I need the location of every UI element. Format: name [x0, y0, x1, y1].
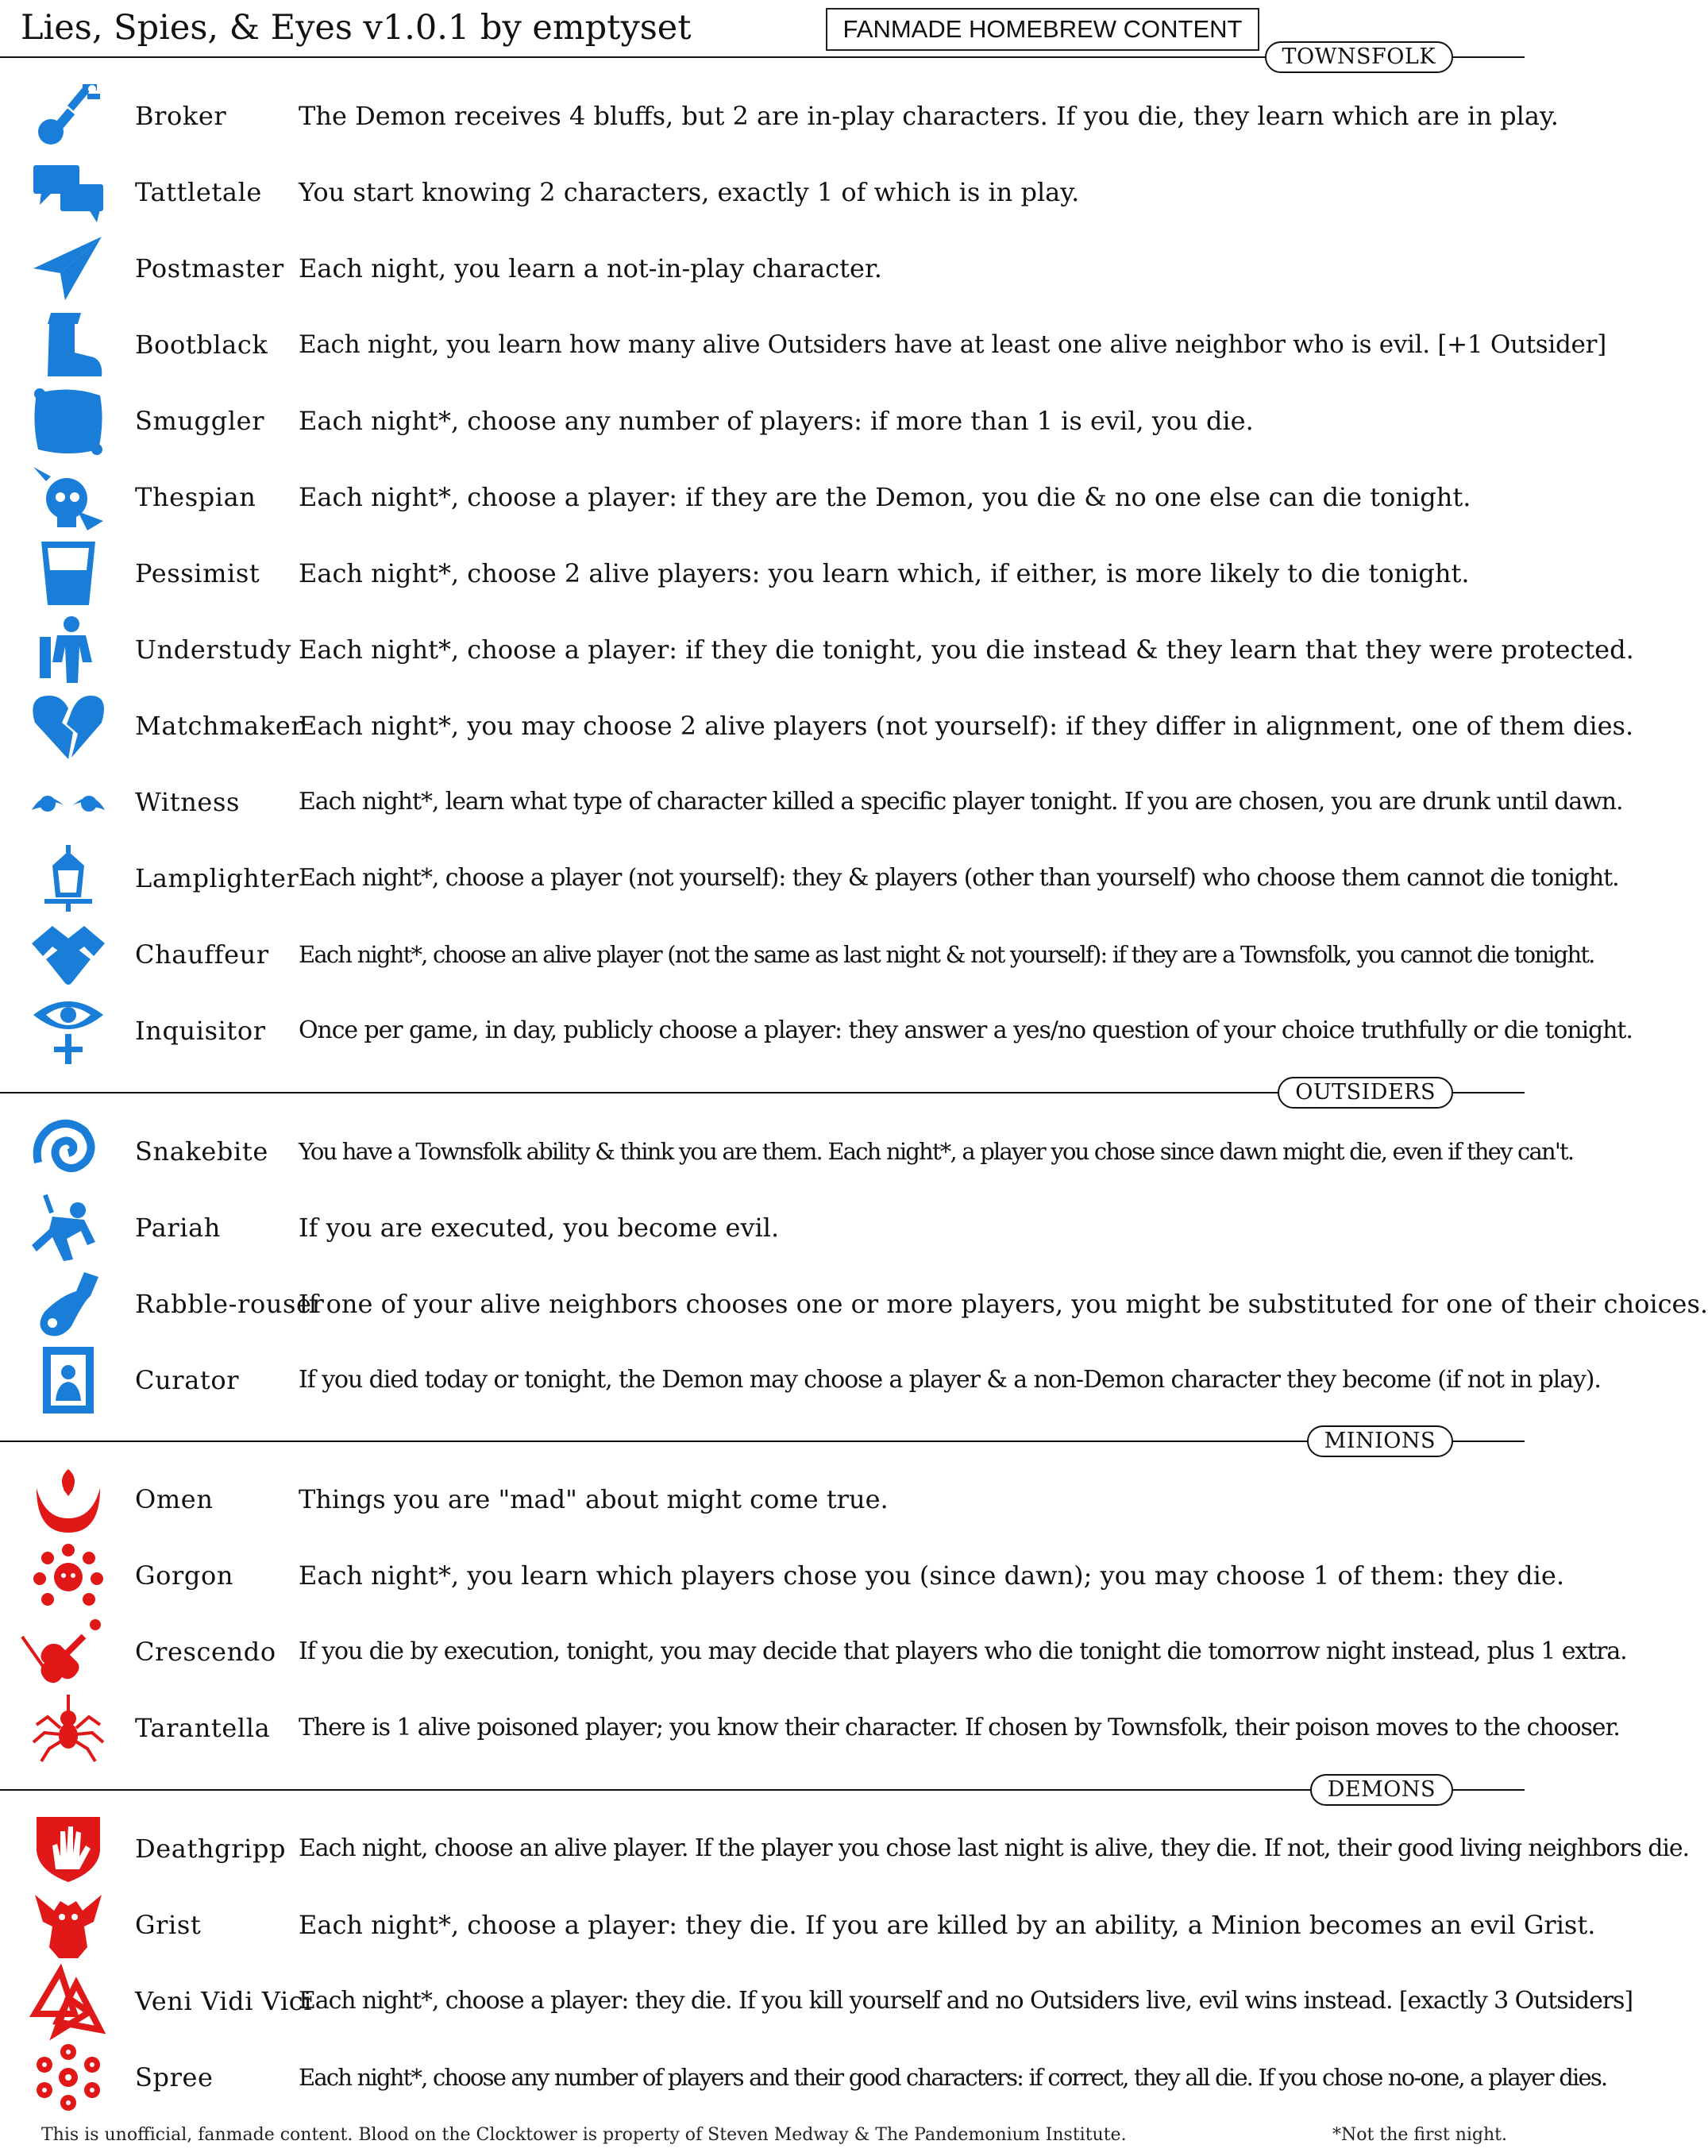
character-name: Inquisitor — [135, 1016, 266, 1046]
character-row-understudy — [0, 611, 1634, 688]
character-name: Pessimist — [135, 558, 260, 588]
figure-icon — [29, 615, 108, 685]
character-name: Gorgon — [135, 1560, 234, 1591]
character-row-grist — [0, 1887, 1596, 1963]
half-glass-icon — [29, 538, 108, 608]
character-name: Thespian — [135, 482, 256, 512]
character-row-bootblack — [0, 307, 1606, 383]
character-name: Tarantella — [135, 1713, 271, 1743]
character-row-smuggler — [0, 383, 1525, 459]
character-name: Crescendo — [135, 1637, 276, 1667]
character-ability: Each night*, choose an alive player (not the same as last night & not yourself): if they are a Townsfolk, you cannot die tonight. — [299, 941, 1594, 968]
character-name: Broker — [135, 101, 227, 131]
speech-bubbles-icon — [29, 157, 108, 227]
section-label-minions: MINIONS — [1307, 1425, 1453, 1457]
bottle-icon — [29, 1269, 108, 1339]
paper-plane-icon — [29, 233, 108, 303]
character-row-matchmaker — [0, 688, 1634, 764]
spiral-icon — [29, 1117, 108, 1186]
section-label-demons: DEMONS — [1310, 1774, 1453, 1806]
circles-icon — [29, 2042, 108, 2112]
character-row-lamplighter — [0, 840, 1619, 916]
character-row-deathgripp — [0, 1811, 1689, 1887]
character-name: Grist — [135, 1910, 202, 1940]
character-ability: The Demon receives 4 bluffs, but 2 are in-play characters. If you die, they learn which are in play. — [299, 101, 1559, 131]
character-row-rabble-rouser — [0, 1266, 1708, 1342]
character-name: Deathgripp — [135, 1834, 287, 1864]
character-row-broker — [0, 78, 1559, 154]
character-row-gorgon — [0, 1537, 1564, 1614]
character-ability: You start knowing 2 characters, exactly 1 of which is in play. — [299, 177, 1080, 207]
character-name: Curator — [135, 1365, 240, 1395]
crescent-icon — [29, 1464, 108, 1534]
handshake-icon — [29, 920, 108, 989]
sack-icon — [29, 386, 108, 456]
demons-divider — [0, 1789, 1525, 1791]
character-ability: You have a Townsfolk ability & think you are them. Each night*, a player you chose since dawn might die, even if they can't. — [299, 1138, 1574, 1165]
character-name: Rabble-rouser — [135, 1289, 325, 1319]
character-name: Witness — [135, 787, 241, 817]
portrait-frame-icon — [29, 1345, 108, 1415]
character-row-spree — [0, 2039, 1607, 2116]
character-name: Postmaster — [135, 253, 284, 283]
medusa-icon — [29, 1541, 108, 1610]
footer — [0, 2119, 1525, 2150]
character-name: Bootblack — [135, 330, 268, 360]
character-row-pariah — [0, 1190, 1525, 1266]
character-ability: If you are executed, you become evil. — [299, 1213, 780, 1243]
character-row-curator — [0, 1342, 1601, 1418]
character-ability: Each night, you learn how many alive Outsiders have at least one alive neighbor who is evil. [+1 Outsider] — [299, 330, 1606, 359]
character-ability: Each night*, choose a player (not yourself): they & players (other than yourself) who choose them cannot die tonight. — [299, 864, 1619, 892]
section-label-outsiders: OUTSIDERS — [1278, 1077, 1453, 1109]
character-row-thespian — [0, 459, 1525, 535]
character-ability: Each night*, you learn which players chose you (since dawn); you may choose 1 of them: they die. — [299, 1560, 1564, 1591]
character-ability: There is 1 alive poisoned player; you know their character. If chosen by Townsfolk, their poison moves to the chooser. — [299, 1714, 1620, 1741]
character-ability: Each night*, you may choose 2 alive players (not yourself): if they differ in alignment, one of them dies. — [299, 711, 1634, 741]
gargoyle-icon — [29, 1890, 108, 1960]
character-row-tarantella — [0, 1690, 1620, 1766]
character-row-inquisitor — [0, 993, 1633, 1069]
character-name: Pariah — [135, 1213, 221, 1243]
character-ability: If you die by execution, tonight, you may decide that players who die tonight die tomorrow night instead, plus 1 extra. — [299, 1637, 1627, 1665]
broken-heart-icon — [29, 691, 108, 761]
footer-disclaimer: This is unofficial, fanmade content. Blood on the Clocktower is property of Steven Medway & The Pandemonium Institute. — [41, 2125, 1127, 2145]
character-row-chauffeur — [0, 916, 1594, 993]
character-ability: Each night*, choose a player: if they are the Demon, you die & no one else can die tonight. — [299, 482, 1471, 512]
character-ability: If one of your alive neighbors chooses one or more players, you might be substituted for one of their choices. — [299, 1289, 1708, 1319]
eye-symbol-icon — [29, 996, 108, 1066]
eyes-icon — [29, 767, 108, 837]
character-ability: Each night*, choose any number of players: if more than 1 is evil, you die. — [299, 406, 1254, 436]
footer-first-night-note: *Not the first night. — [1332, 2125, 1507, 2145]
character-row-crescendo — [0, 1614, 1627, 1690]
minions-divider — [0, 1441, 1525, 1442]
hand-shield-icon — [29, 1814, 108, 1884]
character-name: Chauffeur — [135, 939, 269, 970]
character-name: Understudy — [135, 634, 291, 665]
section-label-townsfolk: TOWNSFOLK — [1265, 41, 1454, 73]
character-name: Tattletale — [135, 177, 262, 207]
document-title: Lies, Spies, & Eyes v1.0.1 by emptyset — [21, 8, 692, 48]
boot-icon — [29, 310, 108, 380]
character-ability: Each night*, choose a player: they die. If you are killed by an ability, a Minion becomes an evil Grist. — [299, 1910, 1596, 1940]
character-name: Veni Vidi Vici — [135, 1986, 313, 2016]
character-ability: Each night*, choose any number of players and their good characters: if correct, they all die. If you chose no-one, a player dies. — [299, 2064, 1607, 2091]
character-ability: Once per game, in day, publicly choose a player: they answer a yes/no question of your choice truthfully or die tonight. — [299, 1016, 1633, 1044]
character-name: Snakebite — [135, 1136, 268, 1167]
character-ability: Each night*, choose 2 alive players: you learn which, if either, is more likely to die tonight. — [299, 558, 1470, 588]
skull-mask-icon — [29, 462, 108, 532]
character-row-witness — [0, 764, 1623, 840]
character-row-postmaster — [0, 230, 1525, 307]
fanmade-notice-box: FANMADE HOMEBREW CONTENT — [826, 8, 1259, 51]
character-row-tattletale — [0, 154, 1525, 230]
character-ability: Things you are "mad" about might come true. — [299, 1484, 889, 1514]
character-name: Lamplighter — [135, 863, 299, 893]
key-icon — [29, 81, 108, 151]
character-ability: Each night*, learn what type of character killed a specific player tonight. If you are chosen, you are drunk until dawn. — [299, 788, 1623, 816]
character-row-pessimist — [0, 535, 1525, 611]
spider-icon — [29, 1693, 108, 1763]
character-row-snakebite — [0, 1113, 1574, 1190]
character-row-omen — [0, 1461, 1525, 1537]
character-name: Spree — [135, 2062, 214, 2092]
stabbed-figure-icon — [29, 1193, 108, 1263]
character-name: Smuggler — [135, 406, 265, 436]
character-ability: Each night*, choose a player: if they die tonight, you die instead & they learn that they were protected. — [299, 634, 1634, 665]
character-name: Matchmaker — [135, 711, 304, 741]
triangles-icon — [29, 1966, 108, 2036]
character-ability: If you died today or tonight, the Demon may choose a player & a non-Demon character they become (if not in play). — [299, 1366, 1601, 1394]
character-ability: Each night, you learn a not-in-play character. — [299, 253, 882, 283]
character-name: Omen — [135, 1484, 214, 1514]
character-ability: Each night*, choose a player: they die. If you kill yourself and no Outsiders live, evil wins instead. [exactly 3 Outsiders] — [299, 1987, 1633, 2015]
character-row-veni-vidi-vici — [0, 1963, 1633, 2039]
character-ability: Each night, choose an alive player. If the player you chose last night is alive, they die. If not, their good living neighbors die. — [299, 1834, 1689, 1862]
lantern-icon — [29, 843, 108, 913]
violin-icon — [29, 1617, 108, 1687]
